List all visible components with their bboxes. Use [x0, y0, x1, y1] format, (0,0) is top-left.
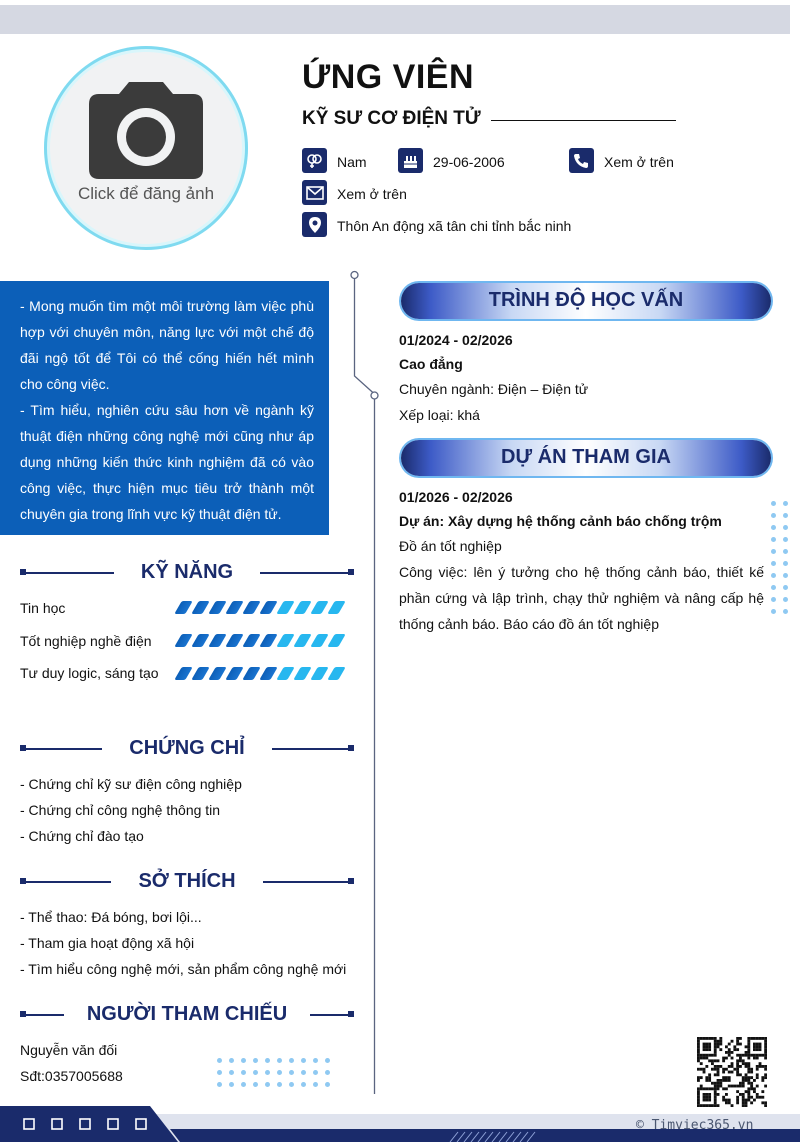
section-bullet [348, 745, 354, 751]
projects-title[interactable]: DỰ ÁN THAM GIA [501, 446, 671, 468]
decorative-dot [771, 537, 776, 542]
education-level[interactable]: Cao đẳng [399, 356, 463, 372]
section-line [26, 881, 111, 883]
decorative-dot [325, 1058, 330, 1063]
decorative-dot [289, 1058, 294, 1063]
decorative-dot [277, 1058, 282, 1063]
decorative-dot [783, 597, 788, 602]
decorative-dot [241, 1070, 246, 1075]
education-rank[interactable]: Xếp loại: khá [399, 407, 480, 423]
camera-icon [89, 82, 203, 179]
phone-value[interactable]: Xem ở trên [604, 154, 674, 170]
reference-name[interactable]: Nguyễn văn đối [20, 1042, 118, 1058]
education-major[interactable]: Chuyên ngành: Điện – Điện tử [399, 381, 589, 397]
skill-stripe-empty [310, 667, 329, 680]
hobby-item[interactable]: - Tham gia hoạt động xã hội [20, 935, 195, 951]
decorative-dot [771, 513, 776, 518]
birthdate-value[interactable]: 29-06-2006 [433, 154, 505, 170]
decorative-dot [771, 597, 776, 602]
timeline-connector [345, 266, 385, 1096]
decorative-dot [771, 561, 776, 566]
gender-icon [302, 148, 327, 173]
section-line [260, 572, 348, 574]
section-line [26, 1014, 64, 1016]
decorative-dot [783, 513, 788, 518]
phone-icon [569, 148, 594, 173]
decorative-dot [771, 573, 776, 578]
skill-stripe-empty [327, 634, 346, 647]
top-bar [0, 5, 790, 34]
hobbies-title[interactable]: SỞ THÍCH [138, 870, 236, 892]
decorative-dot [229, 1082, 234, 1087]
skill-stripe-filled [208, 667, 227, 680]
decorative-dots [217, 1058, 330, 1087]
project-period[interactable]: 01/2026 - 02/2026 [399, 489, 513, 505]
decorative-dots [771, 501, 788, 614]
skill-stripe-empty [327, 667, 346, 680]
skill-stripe-filled [242, 601, 261, 614]
decorative-dot [217, 1058, 222, 1063]
section-line [26, 572, 114, 574]
skill-stripe-filled [259, 667, 278, 680]
references-title[interactable]: NGƯỜI THAM CHIẾU [86, 1003, 288, 1025]
qr-code[interactable] [697, 1037, 767, 1107]
decorative-dot [229, 1070, 234, 1075]
decorative-dot [289, 1082, 294, 1087]
decorative-dot [277, 1070, 282, 1075]
decorative-dot [289, 1070, 294, 1075]
decorative-dot [217, 1070, 222, 1075]
section-line [310, 1014, 348, 1016]
certificate-item[interactable]: - Chứng chỉ kỹ sư điện công nghiệp [20, 776, 242, 792]
decorative-dot [771, 525, 776, 530]
skill-name[interactable]: Tốt nghiệp nghề điện [20, 633, 152, 649]
decorative-dot [771, 585, 776, 590]
decorative-dot [313, 1082, 318, 1087]
skill-stripe-empty [293, 667, 312, 680]
objective-paragraph-1: - Mong muốn tìm một môi trường làm việc phù hợp với chuyên môn, năng lực với một chế độ đãi ngộ tốt để Tôi có thể cống hiến hết mình cho công việc. [20, 298, 314, 392]
skill-stripe-empty [293, 601, 312, 614]
hobby-item[interactable]: - Tìm hiểu công nghệ mới, sản phẩm công nghệ mới [20, 961, 347, 977]
objective-paragraph-2: - Tìm hiểu, nghiên cứu sâu hơn về ngành kỹ thuật điện những công nghệ mới cũng như áp dụng những kiến thức kinh nghiệm đã có vào công việc, thực hiện mục tiêu trở thành một chuyên gia trong lĩnh vực kỹ thuật điện tử. [20, 402, 314, 522]
skill-stripe-filled [259, 601, 278, 614]
position-divider [491, 120, 676, 121]
skill-rating-bar [178, 601, 348, 615]
skill-stripe-filled [225, 634, 244, 647]
section-bullet [348, 1011, 354, 1017]
decorative-dot [325, 1082, 330, 1087]
decorative-dot [783, 609, 788, 614]
decorative-dot [771, 609, 776, 614]
decorative-dot [783, 585, 788, 590]
skill-stripe-filled [174, 634, 193, 647]
decorative-dot [313, 1058, 318, 1063]
decorative-dot [265, 1070, 270, 1075]
skill-stripe-empty [276, 634, 295, 647]
decorative-dot [771, 549, 776, 554]
photo-caption[interactable]: Click để đăng ảnh [77, 184, 215, 203]
skill-name[interactable]: Tin học [20, 600, 66, 616]
skill-stripe-empty [276, 601, 295, 614]
decorative-dot [783, 573, 788, 578]
skill-rating-bar [178, 667, 348, 681]
decorative-dot [301, 1082, 306, 1087]
certificate-item[interactable]: - Chứng chỉ công nghệ thông tin [20, 802, 221, 818]
skill-stripe-filled [242, 634, 261, 647]
career-objective[interactable] [0, 281, 329, 535]
section-line [263, 881, 348, 883]
project-name[interactable]: Dự án: Xây dựng hệ thống cảnh báo chống trộm [399, 513, 722, 529]
skill-stripe-filled [174, 667, 193, 680]
decorative-dot [253, 1070, 258, 1075]
decorative-dot [265, 1058, 270, 1063]
skill-stripe-empty [310, 601, 329, 614]
candidate-name[interactable]: ỨNG VIÊN [302, 58, 475, 96]
skill-stripe-filled [191, 634, 210, 647]
decorative-dot [229, 1058, 234, 1063]
decorative-dot [783, 549, 788, 554]
decorative-dot [241, 1058, 246, 1063]
skill-stripe-filled [242, 667, 261, 680]
skill-name[interactable]: Tư duy logic, sáng tạo [20, 665, 159, 681]
skill-stripe-empty [276, 667, 295, 680]
skill-stripe-filled [208, 634, 227, 647]
decorative-dot [783, 561, 788, 566]
gender-value[interactable]: Nam [337, 154, 367, 170]
skill-stripe-empty [310, 634, 329, 647]
address-value[interactable]: Thôn An động xã tân chi tỉnh bắc ninh [337, 218, 572, 234]
decorative-dot [783, 537, 788, 542]
skill-stripe-filled [208, 601, 227, 614]
section-line [26, 748, 102, 750]
certificates-title[interactable]: CHỨNG CHỈ [129, 737, 245, 759]
decorative-dot [783, 525, 788, 530]
decorative-dot [265, 1082, 270, 1087]
location-pin-icon [302, 212, 327, 237]
decorative-dot [325, 1070, 330, 1075]
skill-stripe-filled [191, 667, 210, 680]
skill-rating-bar [178, 634, 348, 648]
job-position[interactable]: KỸ SƯ CƠ ĐIỆN TỬ [302, 108, 481, 129]
skill-stripe-filled [174, 601, 193, 614]
decorative-dot [241, 1082, 246, 1087]
decorative-dot [253, 1082, 258, 1087]
section-bullet [348, 878, 354, 884]
decorative-dot [783, 501, 788, 506]
skill-stripe-filled [225, 601, 244, 614]
education-title[interactable]: TRÌNH ĐỘ HỌC VẤN [488, 289, 684, 311]
section-line [272, 748, 348, 750]
decorative-dot [253, 1058, 258, 1063]
skill-stripe-empty [327, 601, 346, 614]
decorative-dot [301, 1058, 306, 1063]
section-bullet [348, 569, 354, 575]
skill-stripe-filled [191, 601, 210, 614]
email-icon [302, 180, 327, 205]
skills-title[interactable]: KỸ NĂNG [140, 561, 234, 583]
education-period[interactable]: 01/2024 - 02/2026 [399, 332, 513, 348]
decorative-dot [301, 1070, 306, 1075]
email-value[interactable]: Xem ở trên [337, 186, 407, 202]
watermark: © Timviec365.vn [636, 1118, 754, 1133]
reference-phone[interactable]: Sđt:0357005688 [20, 1068, 123, 1084]
decorative-dot [771, 501, 776, 506]
skill-stripe-empty [293, 634, 312, 647]
birthday-cake-icon [398, 148, 423, 173]
project-type[interactable]: Đồ án tốt nghiệp [399, 538, 502, 554]
decorative-dot [313, 1070, 318, 1075]
skill-stripe-filled [225, 667, 244, 680]
decorative-dot [277, 1082, 282, 1087]
decorative-dot [217, 1082, 222, 1087]
skill-stripe-filled [259, 634, 278, 647]
certificate-item[interactable]: - Chứng chỉ đào tạo [20, 828, 144, 844]
project-description[interactable]: Công việc: lên ý tưởng cho hệ thống cảnh báo, thiết kế phần cứng và lập trình, chạy thử nghiệm và nâng cấp hệ thống cảnh báo. Báo cáo đồ án tốt nghiệp [399, 564, 764, 632]
hobby-item[interactable]: - Thể thao: Đá bóng, bơi lội... [20, 909, 202, 925]
